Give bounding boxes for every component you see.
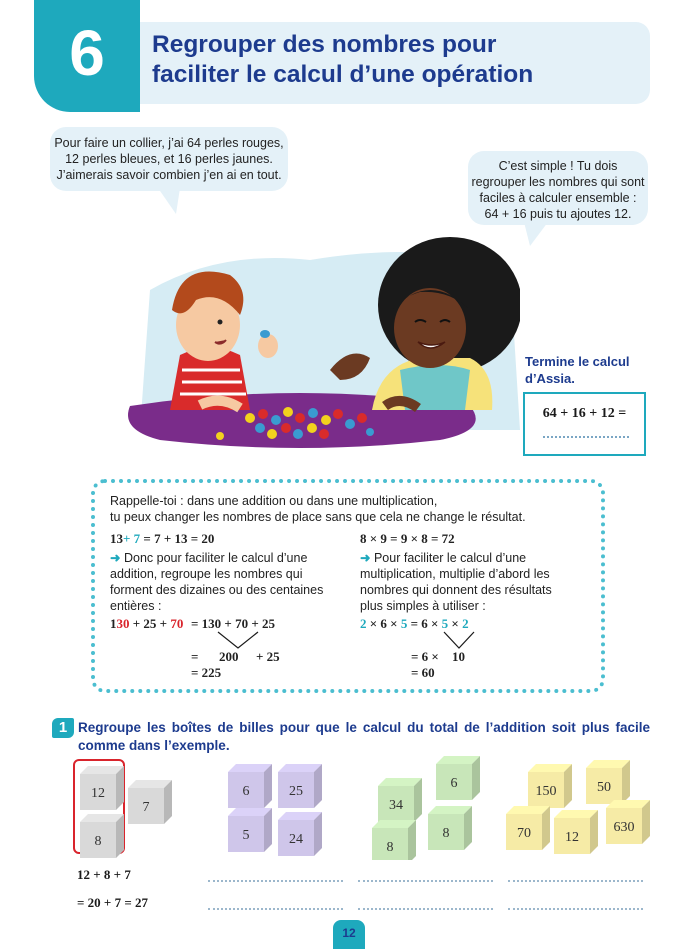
children-illustration	[100, 230, 520, 460]
task-answer-line[interactable]	[543, 434, 629, 438]
addition-tip	[110, 550, 350, 614]
marble-box-value: 8	[386, 840, 394, 855]
multiplication-tip-line: plus simples à utiliser :	[360, 599, 486, 613]
task-answer-box[interactable]	[523, 392, 646, 456]
bubble-line: regrouper les nombres qui sont	[471, 175, 645, 189]
calc-part: 1	[110, 616, 117, 631]
multiplication-calc-line2: = 6 ×	[411, 649, 439, 664]
bubble-line: faciles à calculer ensemble :	[479, 191, 637, 205]
marble-box[interactable]	[554, 810, 598, 854]
girl-speech-bubble	[468, 151, 648, 225]
marble-box[interactable]	[278, 812, 322, 856]
page-title	[152, 30, 632, 90]
marble-box-value: 150	[535, 784, 557, 799]
answer-line-group2-b[interactable]	[208, 906, 343, 910]
marble-box-value: 25	[289, 784, 303, 799]
marble-box[interactable]	[228, 808, 272, 852]
calc-part: × 6 ×	[366, 616, 401, 631]
calc-part: + 25 +	[129, 616, 171, 631]
marble-box-value: 34	[389, 798, 403, 813]
addition-tip-line: addition, regroupe les nombres qui	[110, 567, 303, 581]
marble-box-value: 12	[565, 830, 579, 845]
bubble-line: Pour faire un collier, j’ai 64 perles rouges,	[54, 136, 284, 150]
addition-example-calc	[110, 616, 183, 632]
marble-box-value: 5	[242, 828, 250, 843]
marble-box-value: 6	[242, 784, 250, 799]
example-a: 13	[110, 531, 123, 546]
lesson-number-tab	[34, 0, 140, 112]
bubble-line: J’aimerais savoir combien j’en ai en tout.	[56, 168, 282, 182]
example-b: + 7	[123, 531, 141, 546]
marble-boxes	[0, 750, 700, 860]
multiplication-tip-line: multiplication, multiplie d’abord les	[360, 567, 550, 581]
marble-box[interactable]	[228, 764, 272, 808]
marble-box[interactable]	[378, 778, 422, 822]
reminder-intro	[110, 493, 600, 525]
task-expression: 64 + 16 + 12 =	[542, 406, 627, 421]
calc-part: ×	[448, 616, 463, 631]
task-label	[525, 353, 655, 387]
exercise-number-badge: 1	[52, 718, 74, 738]
marble-box-value: 6	[450, 776, 458, 791]
page-number: 12	[333, 920, 365, 949]
reminder-intro-line: tu peux changer les nombres de place sans que cela ne change le résultat.	[110, 510, 526, 524]
bubble-line: C’est simple ! Tu dois	[498, 159, 618, 173]
answer-line-group4-b[interactable]	[508, 906, 643, 910]
marble-box[interactable]	[506, 806, 550, 850]
boy-bubble-tail	[150, 188, 190, 214]
addition-calc-result: = 225	[191, 665, 222, 680]
reminder-intro-line: Rappelle-toi : dans une addition ou dans une multiplication,	[110, 494, 438, 508]
marble-box-value: 630	[613, 820, 635, 835]
calc-part: 70	[170, 616, 184, 631]
multiplication-calc-line2b: 10	[452, 649, 465, 664]
example-line-2: = 20 + 7 = 27	[77, 895, 148, 910]
addition-calc-line2a: 200	[219, 649, 239, 664]
answer-line-group3-b[interactable]	[358, 906, 493, 910]
marble-box-value: 24	[289, 832, 303, 847]
calc-part: 30	[116, 616, 130, 631]
marble-box-value: 8	[442, 826, 450, 841]
addition-commutative-example	[110, 531, 214, 547]
answer-line-group3-a[interactable]	[358, 878, 493, 882]
calc-part: 5	[441, 616, 449, 631]
marble-box-value: 50	[597, 780, 611, 795]
addition-tip-line: forment des dizaines ou des centaines	[110, 583, 324, 597]
addition-tip-line: entières :	[110, 599, 162, 613]
marble-box[interactable]	[606, 800, 650, 844]
marble-box-value: 12	[91, 786, 105, 801]
arrow-icon: ➜	[360, 551, 371, 565]
marble-box[interactable]	[80, 814, 124, 858]
task-label-line: Termine le calcul	[525, 354, 630, 369]
marble-box[interactable]	[586, 760, 630, 804]
calc-part: = 6 ×	[407, 616, 442, 631]
marble-box[interactable]	[428, 806, 472, 850]
marble-box[interactable]	[436, 756, 480, 800]
grouping-bracket-icon	[442, 630, 476, 650]
addition-calc-line2b: + 25	[256, 649, 280, 664]
lesson-number: 6	[69, 17, 105, 89]
arrow-icon: ➜	[110, 551, 121, 565]
title-line-1: Regrouper des nombres pour	[152, 31, 497, 58]
marble-box-value: 7	[142, 800, 150, 815]
example-line-1: 12 + 8 + 7	[77, 867, 131, 882]
title-line-2: faciliter le calcul d’une opération	[152, 61, 534, 88]
calc-part: 5	[400, 616, 408, 631]
marble-box-value: 8	[94, 834, 102, 849]
bubble-line: 12 perles bleues, et 16 perles jaunes.	[65, 152, 273, 166]
example-rest: = 7 + 13 = 20	[140, 531, 215, 546]
task-label-line: d’Assia.	[525, 371, 575, 386]
marble-box[interactable]	[278, 764, 322, 808]
marble-box[interactable]	[80, 766, 124, 810]
marble-box[interactable]	[528, 764, 572, 808]
grouping-bracket-icon	[216, 630, 260, 650]
calc-part: 2	[462, 616, 469, 631]
addition-calc-line1: = 130 + 70 + 25	[191, 616, 275, 631]
marble-box[interactable]	[128, 780, 172, 824]
multiplication-tip-line: Pour faciliter le calcul d’une	[373, 551, 527, 565]
addition-calc-eq: =	[191, 649, 199, 664]
multiplication-calc-result: = 60	[411, 665, 435, 680]
marble-box-value: 70	[517, 826, 531, 841]
answer-line-group4-a[interactable]	[508, 878, 643, 882]
multiplication-tip-line: nombres qui donnent des résultats	[360, 583, 552, 597]
bubble-line: 64 + 16 puis tu ajoutes 12.	[484, 207, 632, 221]
exercise-instruction: Regroupe les boîtes de billes pour que le calcul du total de l’addition soit plus facile comme dans l’exemple.	[78, 720, 650, 753]
calc-part: 2	[360, 616, 367, 631]
multiplication-tip	[360, 550, 600, 614]
answer-line-group2-a[interactable]	[208, 878, 343, 882]
multiplication-commutative-example: 8 × 9 = 9 × 8 = 72	[360, 531, 455, 546]
addition-tip-line: Donc pour faciliter le calcul d’une	[123, 551, 308, 565]
boy-speech-bubble	[50, 127, 288, 191]
marble-box[interactable]	[372, 820, 416, 860]
girl-bubble-tail	[520, 222, 556, 248]
